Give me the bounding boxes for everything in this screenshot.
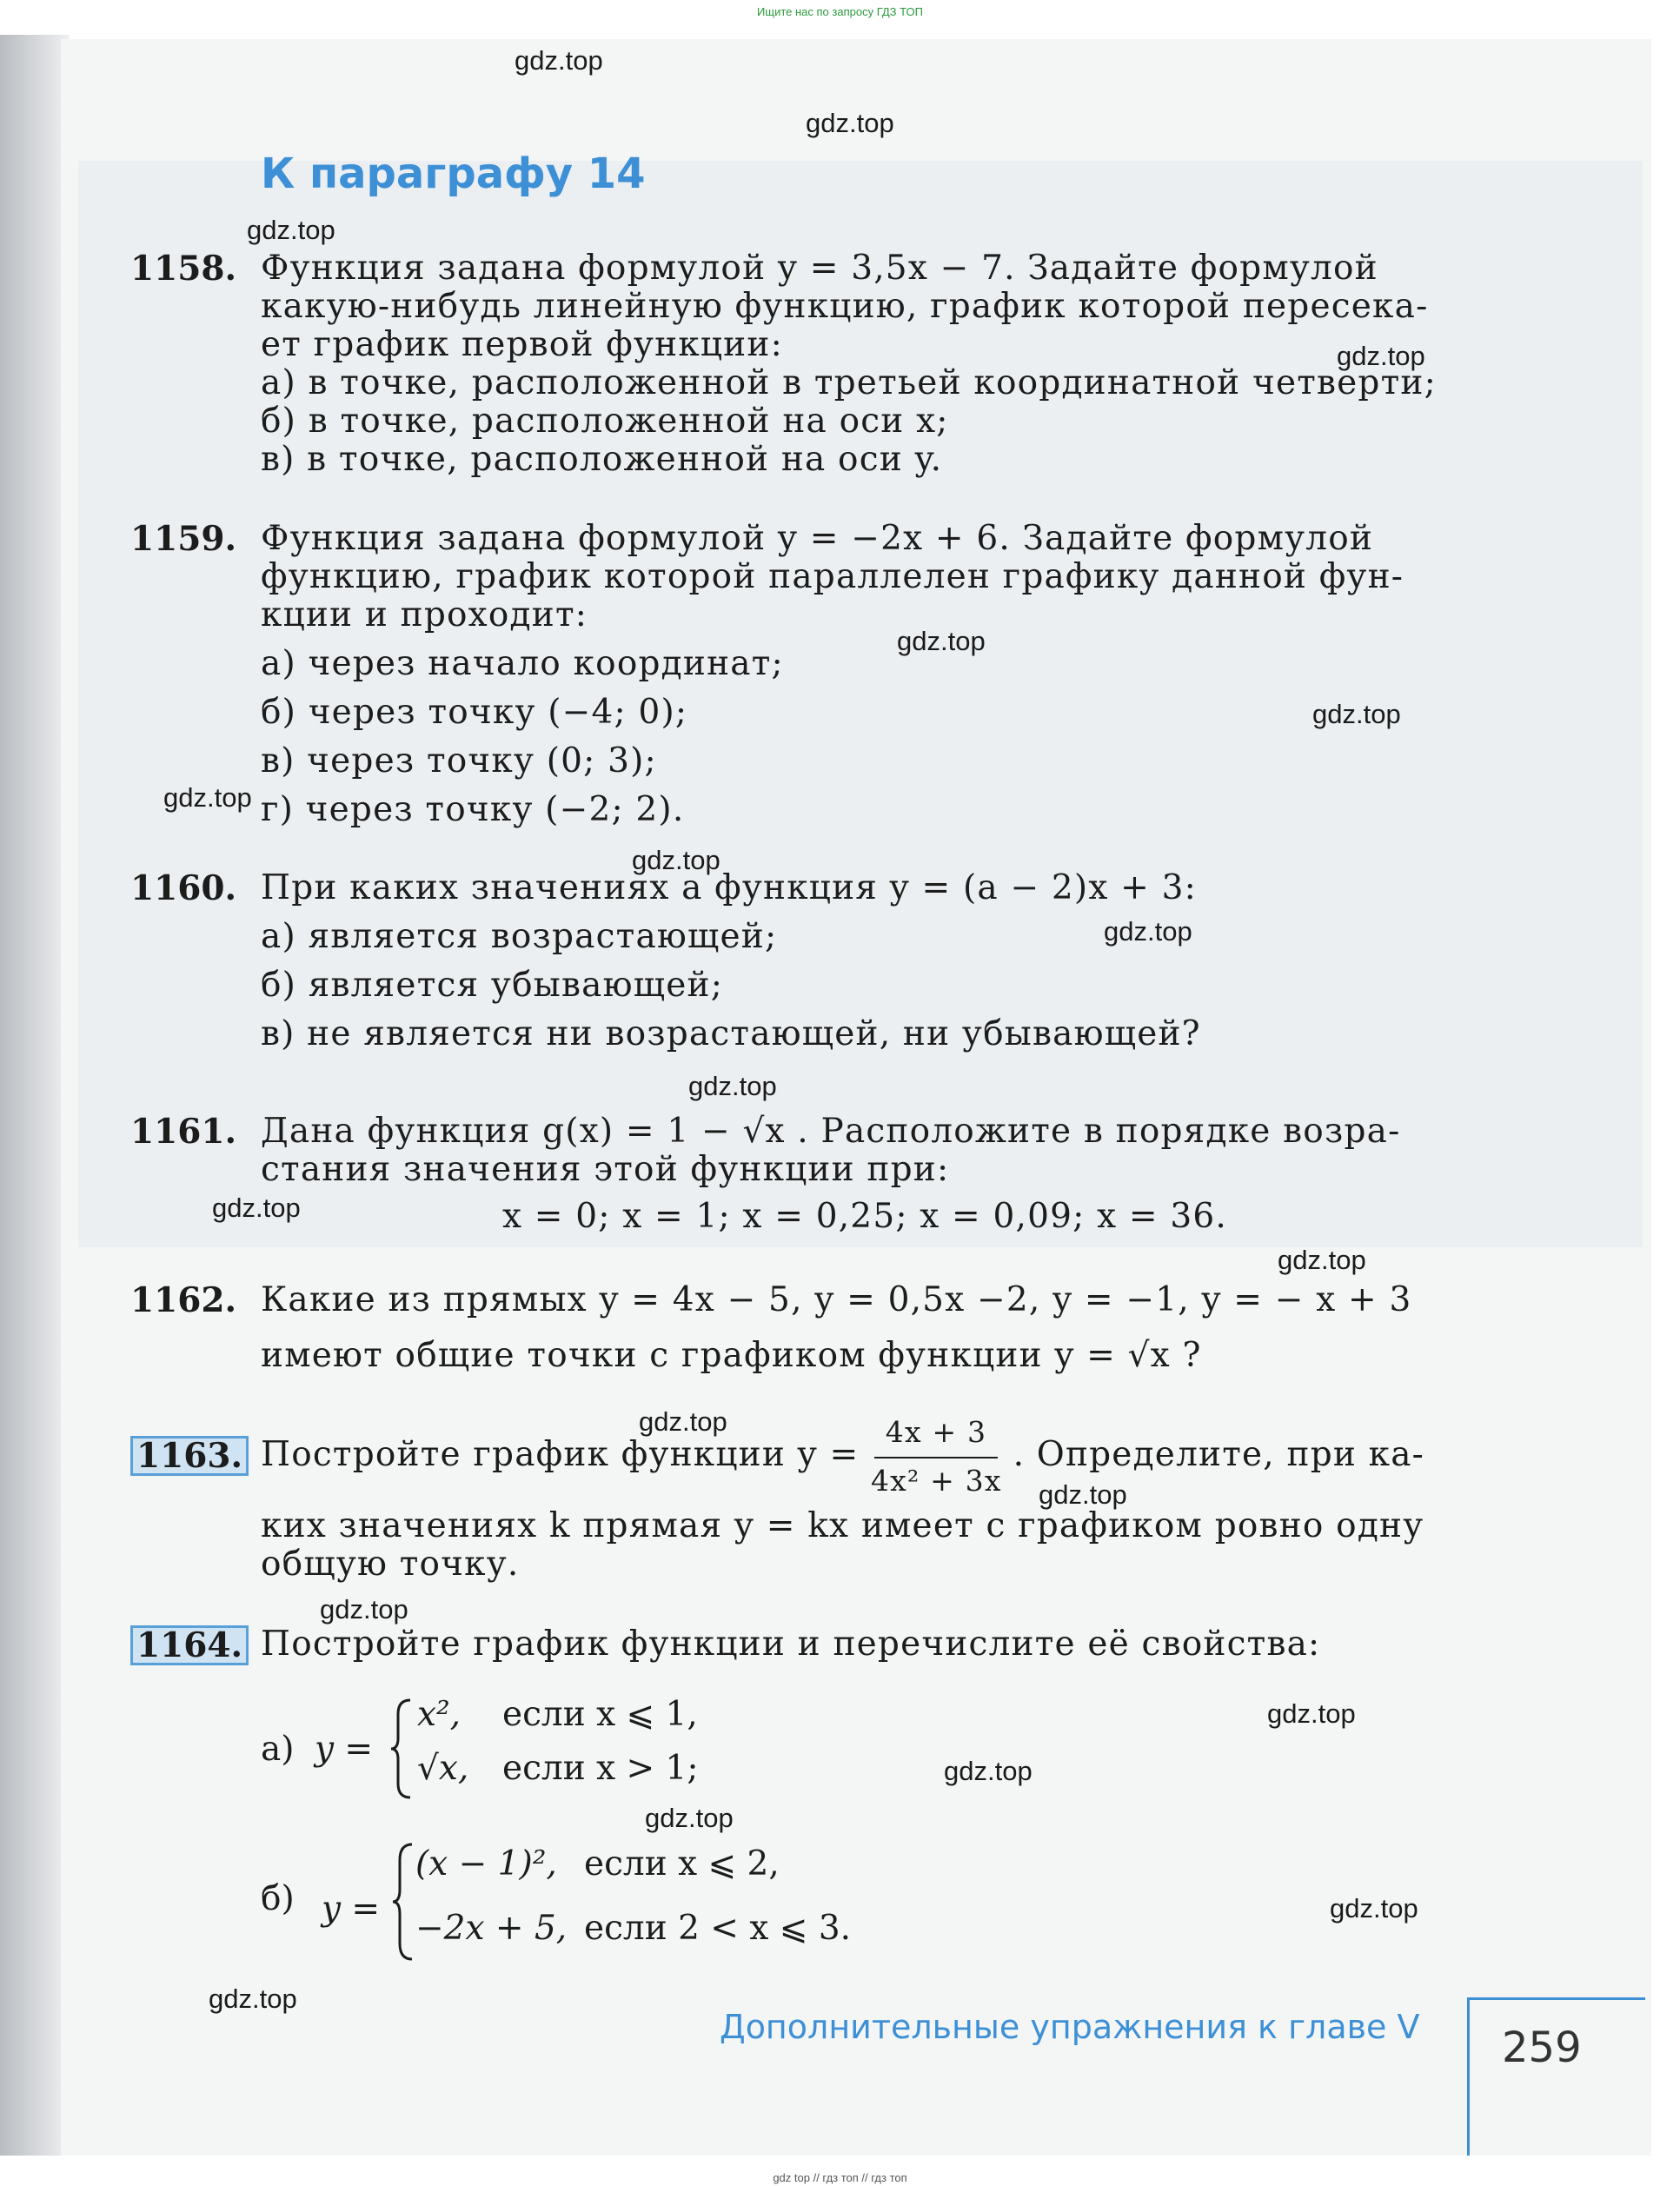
text-line: При каких значениях a функция y = (a − 2)x + 3: — [261, 868, 1197, 907]
value-list: x = 0; x = 1; x = 0,25; x = 0,09; x = 36. — [502, 1197, 1227, 1236]
page-number-frame — [1467, 1997, 1645, 2000]
task-1159 — [130, 520, 1469, 829]
task-text — [261, 869, 1469, 1053]
watermark: gdz.top — [1330, 1893, 1418, 1924]
watermark: gdz.top — [944, 1756, 1033, 1786]
lhs: y = — [315, 1730, 374, 1769]
watermark: gdz.top — [632, 845, 720, 875]
watermark: gdz.top — [1337, 341, 1425, 371]
footer-chapter-title: Дополнительные упражнения к главе V — [720, 2008, 1420, 2046]
task-1161 — [130, 1113, 1469, 1236]
left-brace — [391, 1841, 417, 1963]
case-1-condition: если x ⩽ 2, — [584, 1844, 780, 1884]
watermark: gdz.top — [515, 45, 603, 76]
task-text — [261, 249, 1469, 479]
case-2-expr: √x, — [417, 1749, 469, 1788]
page-number: 259 — [1502, 2023, 1582, 2072]
subitem-a: а) в точке, расположенной в третьей координатной четверти; — [261, 363, 1437, 402]
subitem-a: а) является возрастающей; — [261, 917, 778, 956]
subitem-c: в) не является ни возрастающей, ни убывающей? — [261, 1014, 1201, 1053]
fraction-denominator: 4x² + 3x — [870, 1464, 1002, 1498]
watermark: gdz.top — [209, 1983, 297, 2014]
watermark: gdz.top — [688, 1071, 777, 1101]
task-text — [261, 1113, 1469, 1236]
watermark: gdz.top — [212, 1193, 301, 1223]
text-line: ких значениях k прямая y = kx имеет с графиком ровно одну — [261, 1506, 1424, 1545]
text-line: Дана функция g(x) = 1 − √x . Расположите в порядке возра- — [261, 1112, 1401, 1151]
fraction-bar — [874, 1457, 998, 1458]
section-heading: К параграфу 14 — [261, 149, 646, 198]
top-note: Ищите нас по запросу ГДЗ ТОП — [757, 5, 923, 18]
text-line: имеют общие точки с графиком функции y = √x ? — [261, 1336, 1202, 1375]
case-2-condition: если 2 < x ⩽ 3. — [584, 1909, 852, 1948]
subitem-b: б) через точку (−4; 0); — [261, 693, 688, 732]
task-number: 1160. — [130, 868, 237, 908]
text-line: общую точку. — [261, 1545, 520, 1584]
piecewise-b — [261, 1841, 956, 1971]
task-number-boxed: 1163. — [130, 1436, 249, 1476]
case-1-expr: (x − 1)², — [415, 1844, 557, 1884]
left-brace — [389, 1697, 415, 1801]
task-number: 1159. — [130, 519, 237, 559]
lhs: y = — [322, 1890, 381, 1929]
text-line: кции и проходит: — [261, 595, 588, 635]
text-line: функцию, график которой параллелен графику данной фун- — [261, 557, 1404, 596]
text-line: стания значения этой функции при: — [261, 1150, 950, 1189]
task-text — [261, 520, 1469, 829]
watermark: gdz.top — [645, 1803, 734, 1833]
subitem-b: б) в точке, расположенной на оси x; — [261, 402, 949, 441]
text-line: Какие из прямых y = 4x − 5, y = 0,5x −2, y = −1, y = − x + 3 — [261, 1280, 1412, 1319]
bottom-note: gdz top // гдз топ // гдз топ — [773, 2171, 907, 2184]
piecewise-a — [261, 1695, 869, 1808]
text-line: Функция задана формулой y = −2x + 6. Задайте формулой — [261, 519, 1374, 558]
task-number: 1158. — [130, 249, 237, 289]
watermark: gdz.top — [1267, 1698, 1356, 1729]
task-text — [261, 1281, 1469, 1375]
fraction-numerator: 4x + 3 — [885, 1415, 987, 1449]
task-text — [261, 1625, 1469, 1664]
task-1158 — [130, 249, 1469, 479]
text-line: Постройте график функции и перечислите её свойства: — [261, 1625, 1321, 1664]
task-number: 1162. — [130, 1280, 237, 1320]
subitem-a: а) через начало координат; — [261, 644, 784, 683]
case-2-expr: −2x + 5, — [415, 1909, 568, 1948]
page-number-divider — [1467, 1997, 1470, 2156]
subitem-c: в) через точку (0; 3); — [261, 741, 657, 781]
watermark: gdz.top — [247, 215, 335, 245]
watermark: gdz.top — [163, 782, 252, 813]
text-line: ет график первой функции: — [261, 325, 783, 364]
task-1164 — [130, 1625, 1469, 1664]
text-segment: . Определите, при ка- — [1013, 1435, 1425, 1474]
task-number-boxed: 1164. — [130, 1625, 249, 1665]
task-1160 — [130, 869, 1469, 1053]
text-line: Функция задана формулой y = 3,5x − 7. Задайте формулой — [261, 249, 1378, 288]
fraction — [870, 1415, 1002, 1498]
subitem-label-a: а) — [261, 1730, 295, 1769]
case-1-condition: если x ⩽ 1, — [502, 1695, 698, 1734]
watermark: gdz.top — [897, 626, 986, 656]
page-edge-shadow — [0, 35, 70, 2156]
case-1-expr: x², — [417, 1695, 462, 1734]
text-segment: Постройте график функции y = — [261, 1435, 860, 1474]
watermark: gdz.top — [1104, 916, 1192, 947]
watermark: gdz.top — [1312, 699, 1401, 729]
subitem-c: в) в точке, расположенной на оси y. — [261, 440, 943, 479]
watermark: gdz.top — [639, 1406, 727, 1437]
task-1162 — [130, 1281, 1469, 1375]
subitem-b: б) является убывающей; — [261, 966, 724, 1005]
watermark: gdz.top — [1039, 1479, 1127, 1510]
watermark: gdz.top — [1278, 1245, 1366, 1275]
text-line: какую-нибудь линейную функцию, график которой пересека- — [261, 287, 1429, 326]
subitem-label-b: б) — [261, 1879, 295, 1918]
subitem-d: г) через точку (−2; 2). — [261, 790, 685, 829]
watermark: gdz.top — [806, 108, 894, 138]
case-2-condition: если x > 1; — [502, 1749, 699, 1788]
task-number: 1161. — [130, 1112, 237, 1152]
watermark: gdz.top — [320, 1594, 408, 1625]
